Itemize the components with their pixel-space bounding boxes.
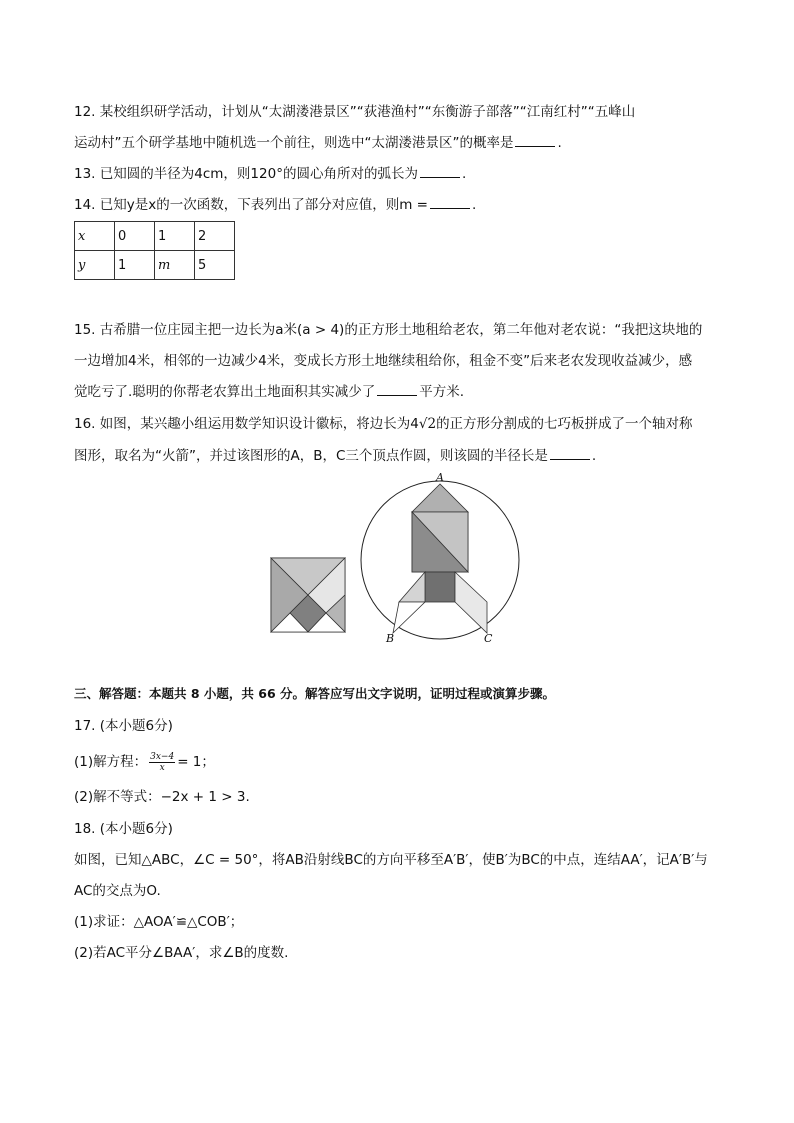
rocket-engine	[425, 572, 455, 602]
rocket-circle-figure	[355, 470, 530, 650]
answer-blank	[377, 383, 417, 396]
q18-line2: AC的交点为O.	[74, 883, 161, 899]
table-cell: 0	[115, 222, 155, 251]
q16-line1-b: 的正方形分割成的七巧板拼成了一个轴对称	[436, 416, 693, 432]
q18-title: 18. (本小题6分)	[74, 821, 173, 837]
q15-line1: 15. 古希腊一位庄园主把一边长为a米(a > 4)的正方形土地租给老农，第二年他对老农说：“我把这块地的	[74, 322, 703, 338]
q13-line	[74, 164, 466, 184]
vertex-label-c: C	[484, 632, 493, 645]
q18-part1: (1)求证：△AOA′≌△COB′；	[74, 914, 244, 930]
value-table	[74, 221, 235, 280]
q16-line1-a: 16. 如图，某兴趣小组运用数学知识设计徽标，将边长为4	[74, 416, 419, 432]
q16-line2	[74, 446, 596, 466]
fraction-denominator: x	[159, 762, 165, 773]
table-row	[75, 251, 235, 280]
table-cell: 1	[115, 251, 155, 280]
table-row	[75, 222, 235, 251]
table-cell: 5	[195, 251, 235, 280]
q17-part2: (2)解不等式：−2x + 1 > 3.	[74, 789, 250, 805]
table-cell: x	[75, 222, 115, 251]
sqrt-symbol: √2	[418, 416, 437, 432]
q12-line2-text: 运动村”五个研学基地中随机选一个前往，则选中“太湖溇港景区”的概率是	[74, 135, 514, 151]
q12-line1: 12. 某校组织研学活动，计划从“太湖溇港景区”“荻港渔村”“东衡游子部落”“江南红村”“五峰山	[74, 104, 636, 120]
q16-line1	[74, 414, 693, 434]
answer-blank	[550, 447, 590, 460]
q13-period: .	[461, 166, 467, 182]
q16-period: .	[591, 448, 597, 464]
answer-blank	[430, 196, 470, 209]
section-3-heading: 三、解答题：本题共 8 小题，共 66 分。解答应写出文字说明，证明过程或演算步骤。	[74, 686, 556, 701]
q18-line1: 如图，已知△ABC，∠C = 50°，将AB沿射线BC的方向平移至A′B′，使B′为BC的中点，连结AA′，记A′B′与	[74, 852, 708, 868]
vertex-label-b: B	[386, 632, 395, 645]
table-cell: 1	[155, 222, 195, 251]
q17-title: 17. (本小题6分)	[74, 718, 173, 734]
q14-period: .	[472, 197, 477, 213]
q17-part1	[74, 750, 215, 774]
q12-line2	[74, 133, 562, 153]
fraction-numerator: 3x−4	[150, 751, 175, 762]
q14-line	[74, 195, 476, 215]
table-cell: 2	[195, 222, 235, 251]
fraction	[149, 752, 175, 773]
q17-part1-rhs: = 1；	[177, 754, 215, 770]
answer-blank	[420, 165, 460, 178]
left-fin-lower	[393, 602, 425, 633]
q18-part2: (2)若AC平分∠BAA′，求∠B的度数.	[74, 945, 289, 961]
q17-part1-label: (1)解方程：	[74, 754, 148, 770]
q15-line3-b: 平方米.	[419, 384, 465, 400]
answer-blank	[515, 134, 555, 147]
q15-line2: 一边增加4米，相邻的一边减少4米，变成长方形土地继续租给你，租金不变”后来老农发现收益减少，感	[74, 353, 693, 369]
vertex-label-a: A	[436, 471, 444, 484]
tangram-square-figure	[268, 555, 348, 635]
q15-line3-a: 觉吃亏了.聪明的你帮老农算出土地面积其实减少了	[74, 384, 376, 400]
table-cell: y	[75, 251, 115, 280]
left-fin	[399, 572, 425, 602]
right-fin	[455, 572, 487, 633]
q13-text: 13. 已知圆的半径为4cm，则120°的圆心角所对的弧长为	[74, 166, 418, 182]
q15-line3	[74, 382, 464, 402]
table-cell: m	[155, 251, 195, 280]
q16-line2-text: 图形，取名为“火箭”，并过该图形的A，B，C三个顶点作圆，则该圆的半径长是	[74, 448, 548, 464]
q12-period: .	[557, 135, 562, 151]
q14-text: 14. 已知y是x的一次函数，下表列出了部分对应值，则m =	[74, 197, 428, 213]
rocket-nose	[412, 484, 468, 512]
